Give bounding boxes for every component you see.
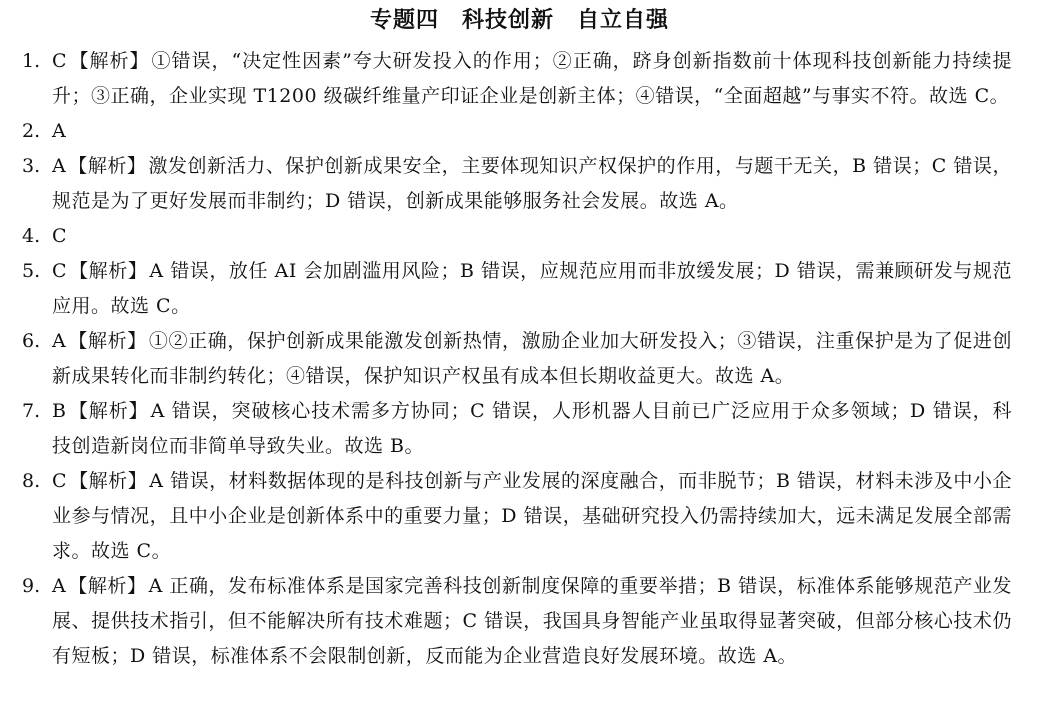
page-title: 专题四 科技创新 自立自强 <box>369 8 669 33</box>
answer-body <box>52 114 1012 149</box>
answer-item-4 <box>22 219 1012 254</box>
answer-choice: C <box>52 50 68 72</box>
analysis-tag: 【解析】 <box>68 575 147 597</box>
analysis-text: 激发创新活力、保护创新成果安全，主要体现知识产权保护的作用，与题干无关，B 错误；C 错误，规范是为了更好发展而非制约；D 错误，创新成果能够服务社会发展。故选 A。 <box>52 155 1012 212</box>
answer-body <box>52 254 1012 324</box>
question-number: 8. <box>22 470 41 492</box>
answer-body <box>52 464 1012 569</box>
analysis-tag: 【解析】 <box>69 50 150 72</box>
analysis-tag: 【解析】 <box>68 400 149 422</box>
answer-choice: A <box>52 155 67 177</box>
answer-item-8 <box>22 464 1012 569</box>
question-number: 6. <box>22 330 41 352</box>
answer-body <box>52 569 1012 674</box>
analysis-text: A 正确，发布标准体系是国家完善科技创新制度保障的重要举措；B 错误，标准体系能够规范产业发展、提供技术指引，但不能解决所有技术难题；C 错误，我国具身智能产业虽取得显著突破，但部分核心技术仍有短板；D 错误，标准体系不会限制创新，反而能为企业营造良好发展环境。故选 A。 <box>52 575 1012 667</box>
analysis-text: ①错误，“决定性因素”夸大研发投入的作用；②正确，跻身创新指数前十体现科技创新能力持续提升；③正确，企业实现 T1200 级碳纤维量产印证企业是创新主体；④错误，“全面超越”与事实不符。故选 C。 <box>52 50 1012 107</box>
analysis-text: A 错误，突破核心技术需多方协同；C 错误，人形机器人目前已广泛应用于众多领域；D 错误，科技创造新岗位而非简单导致失业。故选 B。 <box>52 400 1012 457</box>
analysis-tag: 【解析】 <box>68 155 147 177</box>
answer-item-1 <box>22 44 1012 114</box>
answer-choice: A <box>52 575 67 597</box>
answer-choice: A <box>52 330 67 352</box>
question-number: 5. <box>22 260 41 282</box>
answer-body <box>52 44 1012 114</box>
answer-choice: A <box>52 120 67 142</box>
question-number: 9. <box>22 575 41 597</box>
analysis-tag: 【解析】 <box>69 260 148 282</box>
answer-choice: B <box>52 400 67 422</box>
answer-item-9 <box>22 569 1012 674</box>
analysis-tag: 【解析】 <box>69 470 148 492</box>
answer-item-7 <box>22 394 1012 464</box>
answer-body <box>52 149 1012 219</box>
question-number: 4. <box>22 225 41 247</box>
answer-item-2 <box>22 114 1012 149</box>
answer-choice: C <box>52 470 68 492</box>
question-number: 7. <box>22 400 41 422</box>
question-number: 2. <box>22 120 41 142</box>
analysis-text: ①②正确，保护创新成果能激发创新热情，激励企业加大研发投入；③错误，注重保护是为了促进创新成果转化而非制约转化；④错误，保护知识产权虽有成本但长期收益更大。故选 A。 <box>52 330 1012 387</box>
answer-list <box>22 44 1012 674</box>
answer-body <box>52 324 1012 394</box>
answer-item-3 <box>22 149 1012 219</box>
analysis-text: A 错误，材料数据体现的是科技创新与产业发展的深度融合，而非脱节；B 错误，材料未涉及中小企业参与情况，且中小企业是创新体系中的重要力量；D 错误，基础研究投入仍需持续加大，远未满足发展全部需求。故选 C。 <box>52 470 1012 562</box>
answer-choice: C <box>52 260 68 282</box>
answer-body <box>52 394 1012 464</box>
answer-item-6 <box>22 324 1012 394</box>
answer-body <box>52 219 1012 254</box>
answer-item-5 <box>22 254 1012 324</box>
answer-choice: C <box>52 225 68 247</box>
question-number: 1. <box>22 50 41 72</box>
question-number: 3. <box>22 155 41 177</box>
analysis-text: A 错误，放任 AI 会加剧滥用风险；B 错误，应规范应用而非放缓发展；D 错误，需兼顾研发与规范应用。故选 C。 <box>52 260 1012 317</box>
analysis-tag: 【解析】 <box>68 330 147 352</box>
